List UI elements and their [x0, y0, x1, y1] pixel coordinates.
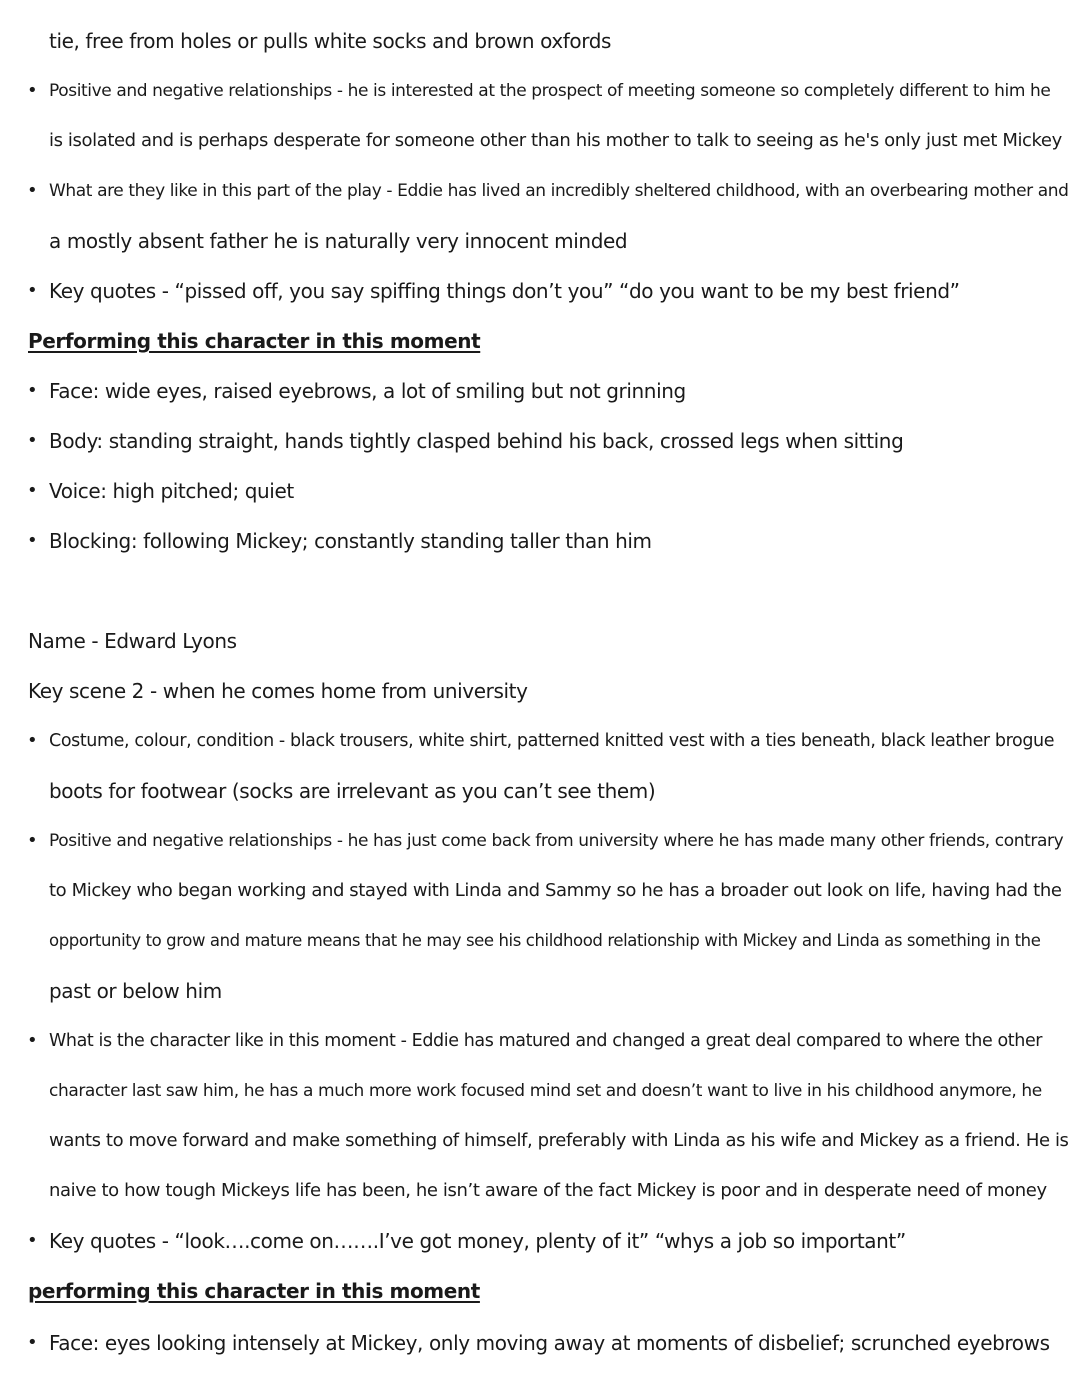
bullet-marker: •: [27, 530, 38, 551]
bullet-marker: •: [27, 830, 38, 851]
text-line: Face: eyes looking intensely at Mickey, only moving away at moments of disbelief; scrunched eyebrows: [49, 1331, 1050, 1355]
section-heading: Performing this character in this moment: [28, 329, 481, 353]
text-line: past or below him: [49, 979, 222, 1003]
scene-title: Key scene 2 - when he comes home from university: [28, 679, 528, 703]
bullet-marker: •: [27, 280, 38, 301]
bullet-marker: •: [27, 1030, 38, 1051]
bullet-marker: •: [27, 80, 38, 101]
text-line: Key quotes - “pissed off, you say spiffing things don’t you” “do you want to be my best friend”: [49, 279, 960, 303]
text-line: What are they like in this part of the play - Eddie has lived an incredibly sheltered childhood, with an overbearing mother and: [49, 181, 1069, 201]
text-line: naive to how tough Mickeys life has been, he isn’t aware of the fact Mickey is poor and in desperate need of money: [49, 1180, 1047, 1201]
section-heading: performing this character in this moment: [28, 1279, 480, 1303]
bullet-marker: •: [27, 180, 38, 201]
text-line: Costume, colour, condition - black trousers, white shirt, patterned knitted vest with a ties beneath, black leather brogue: [49, 731, 1055, 751]
text-line: Voice: high pitched; quiet: [49, 479, 294, 503]
text-line: is isolated and is perhaps desperate for someone other than his mother to talk to seeing as he's only just met Mickey: [49, 130, 1062, 151]
text-line: What is the character like in this moment - Eddie has matured and changed a great deal compared to where the other: [49, 1031, 1043, 1051]
text-line: Body: standing straight, hands tightly clasped behind his back, crossed legs when sitting: [49, 429, 904, 453]
text-line: to Mickey who began working and stayed with Linda and Sammy so he has a broader out look on life, having had the: [49, 880, 1062, 901]
bullet-marker: •: [27, 1332, 38, 1353]
text-line: a mostly absent father he is naturally very innocent minded: [49, 229, 628, 253]
text-line: boots for footwear (socks are irrelevant as you can’t see them): [49, 779, 656, 803]
bullet-marker: •: [27, 380, 38, 401]
text-line: Positive and negative relationships - he has just come back from university where he has made many other friends, contrary: [49, 831, 1064, 851]
text-line: Key quotes - “look….come on…….I’ve got money, plenty of it” “whys a job so important”: [49, 1229, 906, 1253]
bullet-marker: •: [27, 730, 38, 751]
character-name: Name - Edward Lyons: [28, 629, 237, 653]
text-line: Face: wide eyes, raised eyebrows, a lot of smiling but not grinning: [49, 379, 686, 403]
text-line: character last saw him, he has a much more work focused mind set and doesn’t want to live in his childhood anymore, he: [49, 1081, 1042, 1101]
text-line: opportunity to grow and mature means that he may see his childhood relationship with Mickey and Linda as something in the: [49, 931, 1041, 950]
text-line: Positive and negative relationships - he is interested at the prospect of meeting someone so completely different to him he: [49, 81, 1051, 101]
text-line: tie, free from holes or pulls white socks and brown oxfords: [49, 29, 612, 53]
text-line: wants to move forward and make something of himself, preferably with Linda as his wife and Mickey as a friend. He is: [49, 1130, 1069, 1151]
bullet-marker: •: [27, 480, 38, 501]
text-line: Blocking: following Mickey; constantly standing taller than him: [49, 529, 652, 553]
bullet-marker: •: [27, 430, 38, 451]
bullet-marker: •: [27, 1230, 38, 1251]
